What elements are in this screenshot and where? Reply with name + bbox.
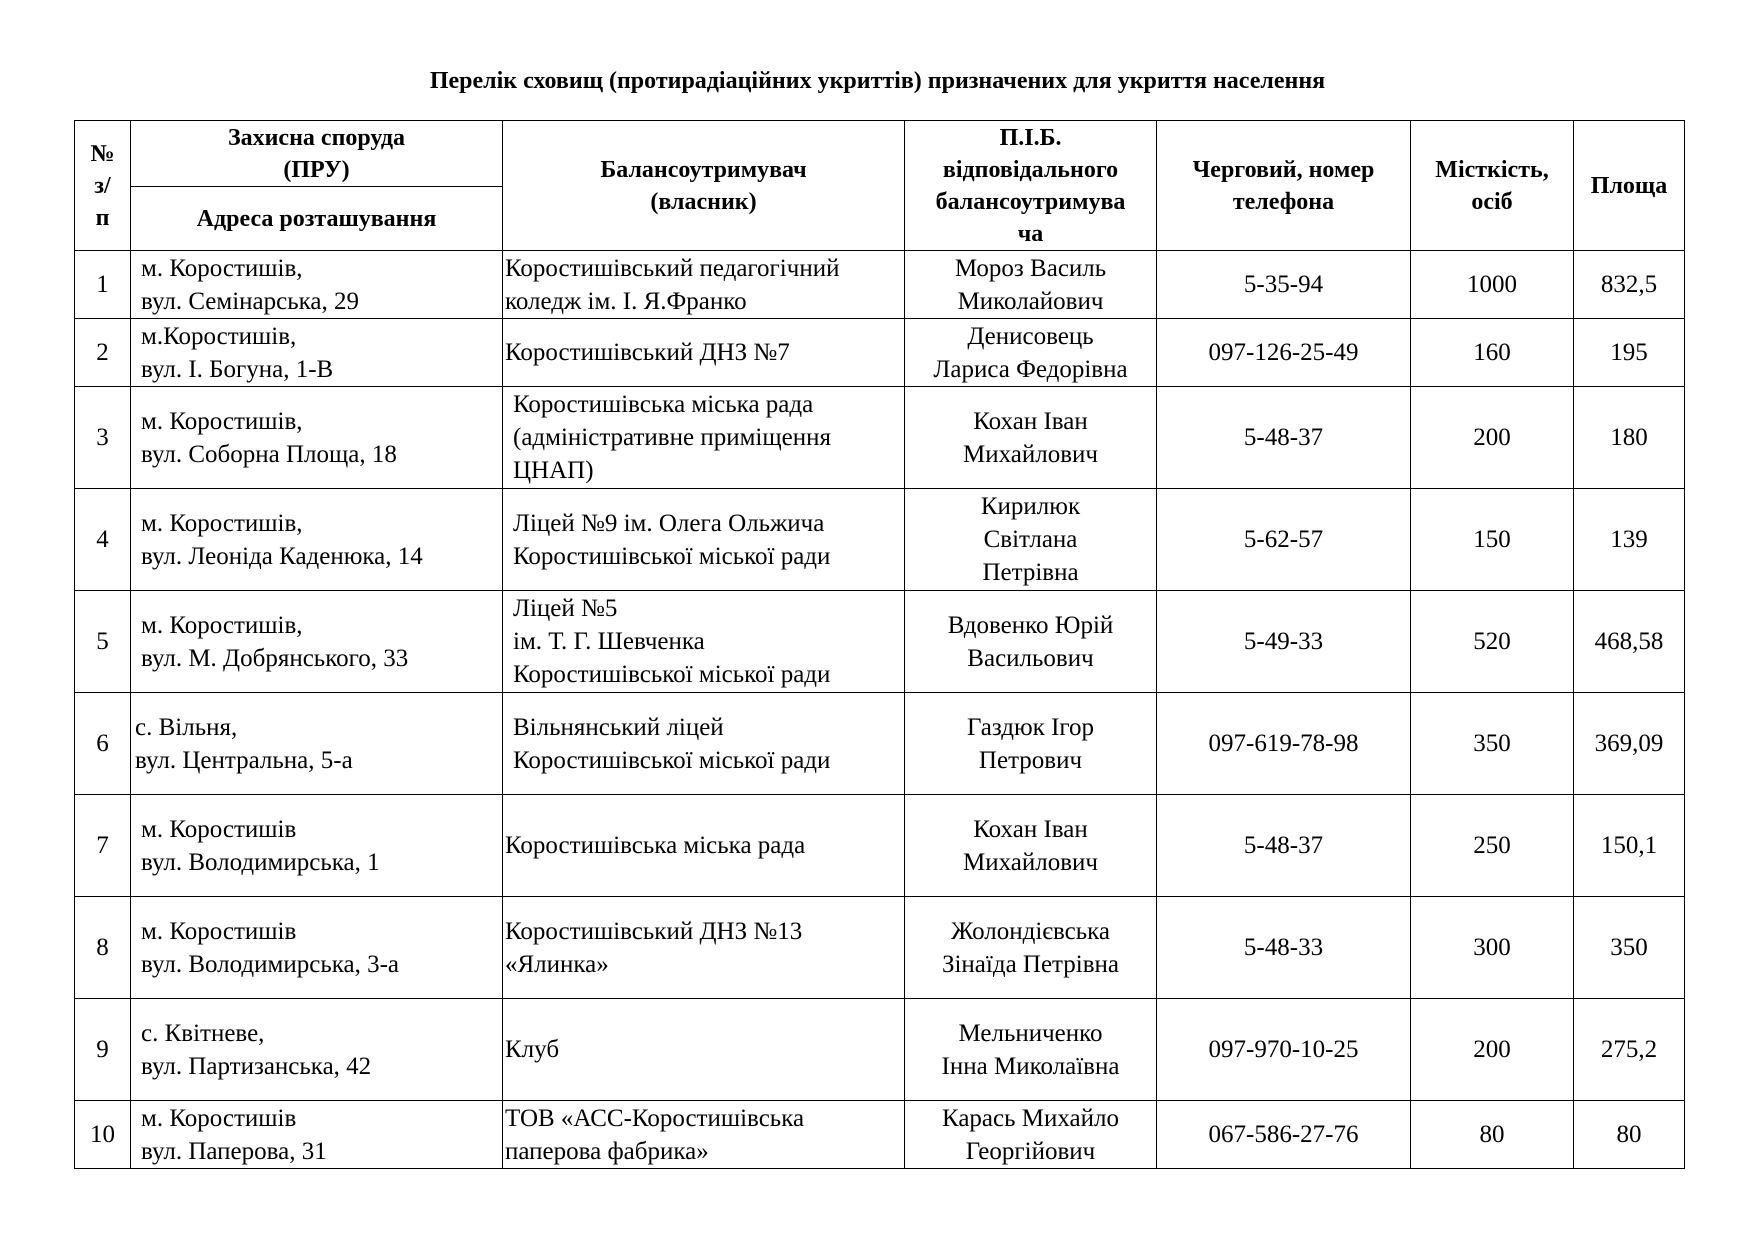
area-cell: 195: [1574, 319, 1685, 387]
owner-cell: Коростишівський ДНЗ №7: [503, 319, 905, 387]
address-cell: м. Коростишів вул. Володимирська, 1: [131, 795, 503, 897]
header-duty-phone: Черговий, номер телефона: [1157, 121, 1411, 251]
responsible-cell: Мельниченко Інна Миколаївна: [905, 999, 1157, 1101]
row-number: 5: [75, 591, 131, 693]
table-row: [75, 319, 1685, 387]
capacity-cell: 520: [1411, 591, 1574, 693]
responsible-cell: Кохан Іван Михайлович: [905, 795, 1157, 897]
row-number: 9: [75, 999, 131, 1101]
owner-cell: Коростишівська міська рада (адміністративне приміщення ЦНАП): [503, 387, 905, 489]
owner-cell: Ліцей №5 ім. Т. Г. Шевченка Коростишівської міської ради: [503, 591, 905, 693]
capacity-cell: 350: [1411, 693, 1574, 795]
address-cell: м. Коростишів, вул. Соборна Площа, 18: [131, 387, 503, 489]
header-responsible: П.І.Б. відповідального балансоутримува ча: [905, 121, 1157, 251]
header-structure: Захисна споруда (ПРУ): [131, 121, 503, 187]
shelters-table: [74, 120, 1685, 1169]
responsible-cell: Денисовець Лариса Федорівна: [905, 319, 1157, 387]
responsible-cell: Вдовенко Юрій Васильович: [905, 591, 1157, 693]
table-row: [75, 489, 1685, 591]
header-address: Адреса розташування: [131, 187, 503, 251]
owner-cell: Коростишівський ДНЗ №13 «Ялинка»: [503, 897, 905, 999]
row-number: 3: [75, 387, 131, 489]
address-cell: м. Коростишів вул. Володимирська, 3-а: [131, 897, 503, 999]
page-title: Перелік сховищ (протирадіаційних укриттів) призначених для укриття населення: [429, 68, 1326, 94]
area-cell: 150,1: [1574, 795, 1685, 897]
phone-cell: 5-48-37: [1157, 795, 1411, 897]
row-number: 7: [75, 795, 131, 897]
row-number: 6: [75, 693, 131, 795]
table-row: [75, 387, 1685, 489]
owner-cell: Ліцей №9 ім. Олега Ольжича Коростишівської міської ради: [503, 489, 905, 591]
row-number: 1: [75, 251, 131, 319]
address-cell: м. Коростишів, вул. Семінарська, 29: [131, 251, 503, 319]
header-owner: Балансоутримувач (власник): [503, 121, 905, 251]
address-cell: м. Коростишів, вул. М. Добрянського, 33: [131, 591, 503, 693]
area-cell: 139: [1574, 489, 1685, 591]
responsible-cell: Мороз Василь Миколайович: [905, 251, 1157, 319]
capacity-cell: 150: [1411, 489, 1574, 591]
responsible-cell: Карась Михайло Георгійович: [905, 1101, 1157, 1169]
area-cell: 350: [1574, 897, 1685, 999]
table-row: [75, 999, 1685, 1101]
phone-cell: 067-586-27-76: [1157, 1101, 1411, 1169]
capacity-cell: 200: [1411, 387, 1574, 489]
table-row: [75, 897, 1685, 999]
area-cell: 369,09: [1574, 693, 1685, 795]
phone-cell: 097-126-25-49: [1157, 319, 1411, 387]
phone-cell: 5-49-33: [1157, 591, 1411, 693]
phone-cell: 097-970-10-25: [1157, 999, 1411, 1101]
responsible-cell: Жолондієвська Зінаїда Петрівна: [905, 897, 1157, 999]
owner-cell: Вільнянський ліцей Коростишівської міської ради: [503, 693, 905, 795]
area-cell: 832,5: [1574, 251, 1685, 319]
area-cell: 180: [1574, 387, 1685, 489]
responsible-cell: Газдюк Ігор Петрович: [905, 693, 1157, 795]
capacity-cell: 80: [1411, 1101, 1574, 1169]
row-number: 10: [75, 1101, 131, 1169]
table-row: [75, 251, 1685, 319]
address-cell: м. Коростишів, вул. Леоніда Каденюка, 14: [131, 489, 503, 591]
capacity-cell: 1000: [1411, 251, 1574, 319]
area-cell: 468,58: [1574, 591, 1685, 693]
capacity-cell: 300: [1411, 897, 1574, 999]
table-row: [75, 591, 1685, 693]
phone-cell: 097-619-78-98: [1157, 693, 1411, 795]
header-num: № з/ п: [75, 121, 131, 251]
phone-cell: 5-48-37: [1157, 387, 1411, 489]
header-area: Площа: [1574, 121, 1685, 251]
capacity-cell: 250: [1411, 795, 1574, 897]
row-number: 4: [75, 489, 131, 591]
capacity-cell: 160: [1411, 319, 1574, 387]
address-cell: м.Коростишів, вул. І. Богуна, 1-В: [131, 319, 503, 387]
owner-cell: Коростишівський педагогічний коледж ім. І. Я.Франко: [503, 251, 905, 319]
table-row: [75, 795, 1685, 897]
row-number: 8: [75, 897, 131, 999]
header-capacity: Місткість, осіб: [1411, 121, 1574, 251]
phone-cell: 5-35-94: [1157, 251, 1411, 319]
owner-cell: Клуб: [503, 999, 905, 1101]
header-row: [75, 121, 1685, 187]
address-cell: с. Квітневе, вул. Партизанська, 42: [131, 999, 503, 1101]
area-cell: 80: [1574, 1101, 1685, 1169]
row-number: 2: [75, 319, 131, 387]
phone-cell: 5-62-57: [1157, 489, 1411, 591]
responsible-cell: Кохан Іван Михайлович: [905, 387, 1157, 489]
area-cell: 275,2: [1574, 999, 1685, 1101]
capacity-cell: 200: [1411, 999, 1574, 1101]
table-row: [75, 693, 1685, 795]
responsible-cell: Кирилюк Світлана Петрівна: [905, 489, 1157, 591]
phone-cell: 5-48-33: [1157, 897, 1411, 999]
owner-cell: ТОВ «АСС-Коростишівська паперова фабрика»: [503, 1101, 905, 1169]
table-row: [75, 1101, 1685, 1169]
address-cell: с. Вільня, вул. Центральна, 5-а: [131, 693, 503, 795]
address-cell: м. Коростишів вул. Паперова, 31: [131, 1101, 503, 1169]
owner-cell: Коростишівська міська рада: [503, 795, 905, 897]
